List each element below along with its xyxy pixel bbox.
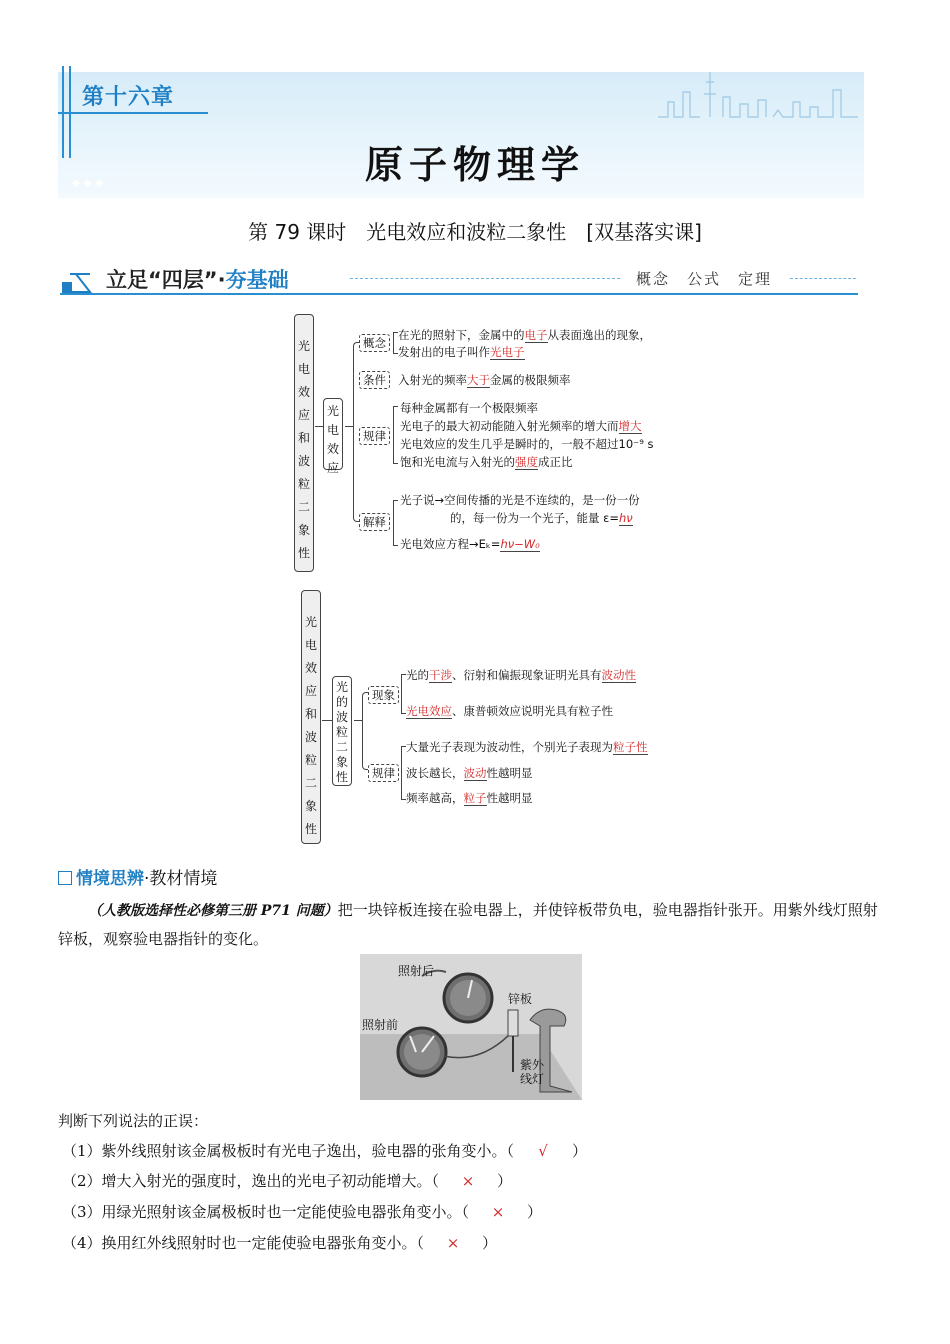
section-title-prefix: 立足“四层”·	[106, 268, 226, 292]
map2-sub-box	[332, 676, 352, 786]
map1-law-bracket	[393, 406, 398, 464]
map1-root-char: 二	[297, 500, 310, 514]
map1-explain-line1: 光子说→空间传播的光是不连续的，是一份一份	[400, 493, 640, 507]
situation-title-bold: 情境思辨	[76, 869, 144, 889]
section-tags: 概念 公式 定理	[636, 270, 773, 288]
judge-item-4: （4）换用红外线照射时也一定能使验电器张角变小。（ × ）	[62, 1234, 498, 1252]
map2-tag-phenomenon: 现象	[368, 686, 399, 704]
map2-phenomenon-line1: 光的干涉、衍射和偏振现象证明光具有波动性	[406, 668, 636, 682]
chapter-title: 原子物理学	[364, 142, 585, 187]
map2-root-char: 和	[304, 707, 317, 721]
map2-root-char: 电	[304, 638, 317, 652]
map1-sub-box	[323, 398, 343, 475]
map1-law-line3: 光电效应的发生几乎是瞬时的，一般不超过10⁻⁹ s	[400, 437, 654, 451]
situation-paragraph	[58, 896, 878, 953]
situation-source: （人教版选择性必修第三册 P71 问题）	[88, 903, 338, 919]
answer-cross-icon: ×	[461, 1172, 475, 1190]
map1-concept-line2: 发射出的电子叫作光电子	[398, 345, 525, 359]
map2-sub-char: 光	[335, 680, 348, 694]
map2-sub-char: 二	[335, 740, 348, 754]
map1-condition-line: 入射光的频率大于金属的极限频率	[398, 373, 571, 387]
map2-bracket-stem	[354, 720, 362, 721]
figure-label-zinc: 锌板	[508, 992, 533, 1006]
map1-sub-char: 应	[326, 461, 339, 475]
map2-sub-char: 性	[335, 770, 348, 784]
map2-root-char: 二	[304, 776, 317, 790]
judge-prompt: 判断下列说法的正误：	[58, 1112, 209, 1130]
map2-sub-char: 的	[335, 695, 348, 709]
figure-label-uv2: 线灯	[520, 1072, 545, 1086]
answer-cross-icon: ×	[491, 1203, 505, 1221]
map1-explain-bracket	[393, 500, 398, 546]
situation-title-rest: ·教材情境	[144, 869, 218, 889]
map2-root-char: 效	[304, 661, 317, 675]
section-dash-left	[350, 278, 620, 279]
section-title-highlight: 夯基础	[225, 268, 289, 292]
map1-connector	[315, 426, 323, 427]
map2-bracket	[362, 692, 369, 770]
map2-law-line2: 波长越长，波动性越明显	[406, 766, 533, 780]
section-underline	[60, 293, 858, 295]
map2-law-line1: 大量光子表现为波动性，个别光子表现为粒子性	[406, 740, 648, 754]
judge-item-1: （1）紫外线照射该金属极板时有光电子逸出，验电器的张角变小。（ √ ）	[62, 1142, 588, 1160]
map2-root-char: 象	[304, 799, 317, 813]
map1-root-char: 电	[297, 362, 310, 376]
map2-root-box	[301, 590, 321, 844]
map1-concept-line1: 在光的照射下，金属中的电子从表面逸出的现象，	[398, 328, 651, 342]
map2-sub-char: 波	[335, 710, 348, 724]
map2-connector	[322, 720, 332, 721]
map1-explain-line3: 光电效应方程→Eₖ=hν−W₀	[400, 537, 540, 551]
map2-phenomenon-line2: 光电效应、康普顿效应说明光具有粒子性	[406, 704, 613, 718]
section-title	[106, 264, 289, 294]
judge-item-2: （2）增大入射光的强度时，逸出的光电子初动能增大。（ × ）	[62, 1172, 513, 1190]
map2-root-char: 性	[304, 822, 317, 836]
checkbox-square-icon	[58, 871, 72, 885]
figure-label-after: 照射后	[398, 964, 435, 978]
chapter-underline	[58, 112, 208, 114]
section-dash-right	[790, 278, 856, 279]
map1-sub-char: 光	[326, 404, 339, 418]
map1-root-char: 性	[297, 546, 310, 560]
experiment-figure	[360, 954, 582, 1100]
map2-sub-char: 粒	[335, 725, 348, 739]
map2-root-char: 波	[304, 730, 317, 744]
map2-root-char: 光	[304, 615, 317, 629]
map2-law-line3: 频率越高，粒子性越明显	[406, 791, 533, 805]
map1-law-line4: 饱和光电流与入射光的强度成正比	[400, 455, 573, 469]
map1-root-char: 粒	[297, 477, 310, 491]
map1-law-line2: 光电子的最大初动能随入射光频率的增大而增大	[400, 419, 642, 433]
diamond-icons: ◆◆◆	[72, 178, 108, 189]
map2-tag-law: 规律	[368, 764, 399, 782]
map2-root-char: 应	[304, 684, 317, 698]
chapter-label: 第十六章	[82, 85, 175, 110]
map1-law-line1: 每种金属都有一个极限频率	[400, 401, 538, 415]
figure-label-before: 照射前	[362, 1018, 399, 1032]
answer-cross-icon: ×	[446, 1234, 460, 1252]
figure-label-uv1: 紫外	[520, 1058, 545, 1072]
map1-root-char: 波	[297, 454, 310, 468]
judge-item-3: （3）用绿光照射该金属极板时也一定能使验电器张角变小。（ × ）	[62, 1203, 543, 1221]
map1-root-char: 象	[297, 523, 310, 537]
situation-text: 把一块锌板连接在验电器上，并使锌板带负电，验电器指针张开。用紫外线灯照射锌板，观察验电器指针的变化。	[58, 901, 878, 948]
lesson-title: 第 79 课时 光电效应和波粒二象性 [双基落实课]	[248, 220, 702, 244]
map2-root-char: 粒	[304, 753, 317, 767]
situation-title	[58, 864, 217, 889]
answer-check-icon: √	[538, 1142, 548, 1160]
map1-sub-char: 电	[326, 423, 339, 437]
map1-tag-law: 规律	[359, 427, 390, 445]
map1-explain-line2: 的，每一份为一个光子，能量 ε=hν	[450, 511, 633, 525]
map1-root-char: 光	[297, 339, 310, 353]
map1-root-char: 效	[297, 385, 310, 399]
map1-bracket-stem	[345, 426, 353, 427]
map1-tag-concept: 概念	[359, 334, 390, 352]
map2-sub-char: 象	[335, 755, 348, 769]
map1-sub-char: 效	[326, 442, 339, 456]
map1-tag-condition: 条件	[359, 371, 390, 389]
map1-root-box	[294, 314, 314, 572]
section-icon	[60, 268, 94, 294]
map1-tag-explain: 解释	[359, 513, 390, 531]
map1-root-char: 应	[297, 408, 310, 422]
map1-root-char: 和	[297, 431, 310, 445]
